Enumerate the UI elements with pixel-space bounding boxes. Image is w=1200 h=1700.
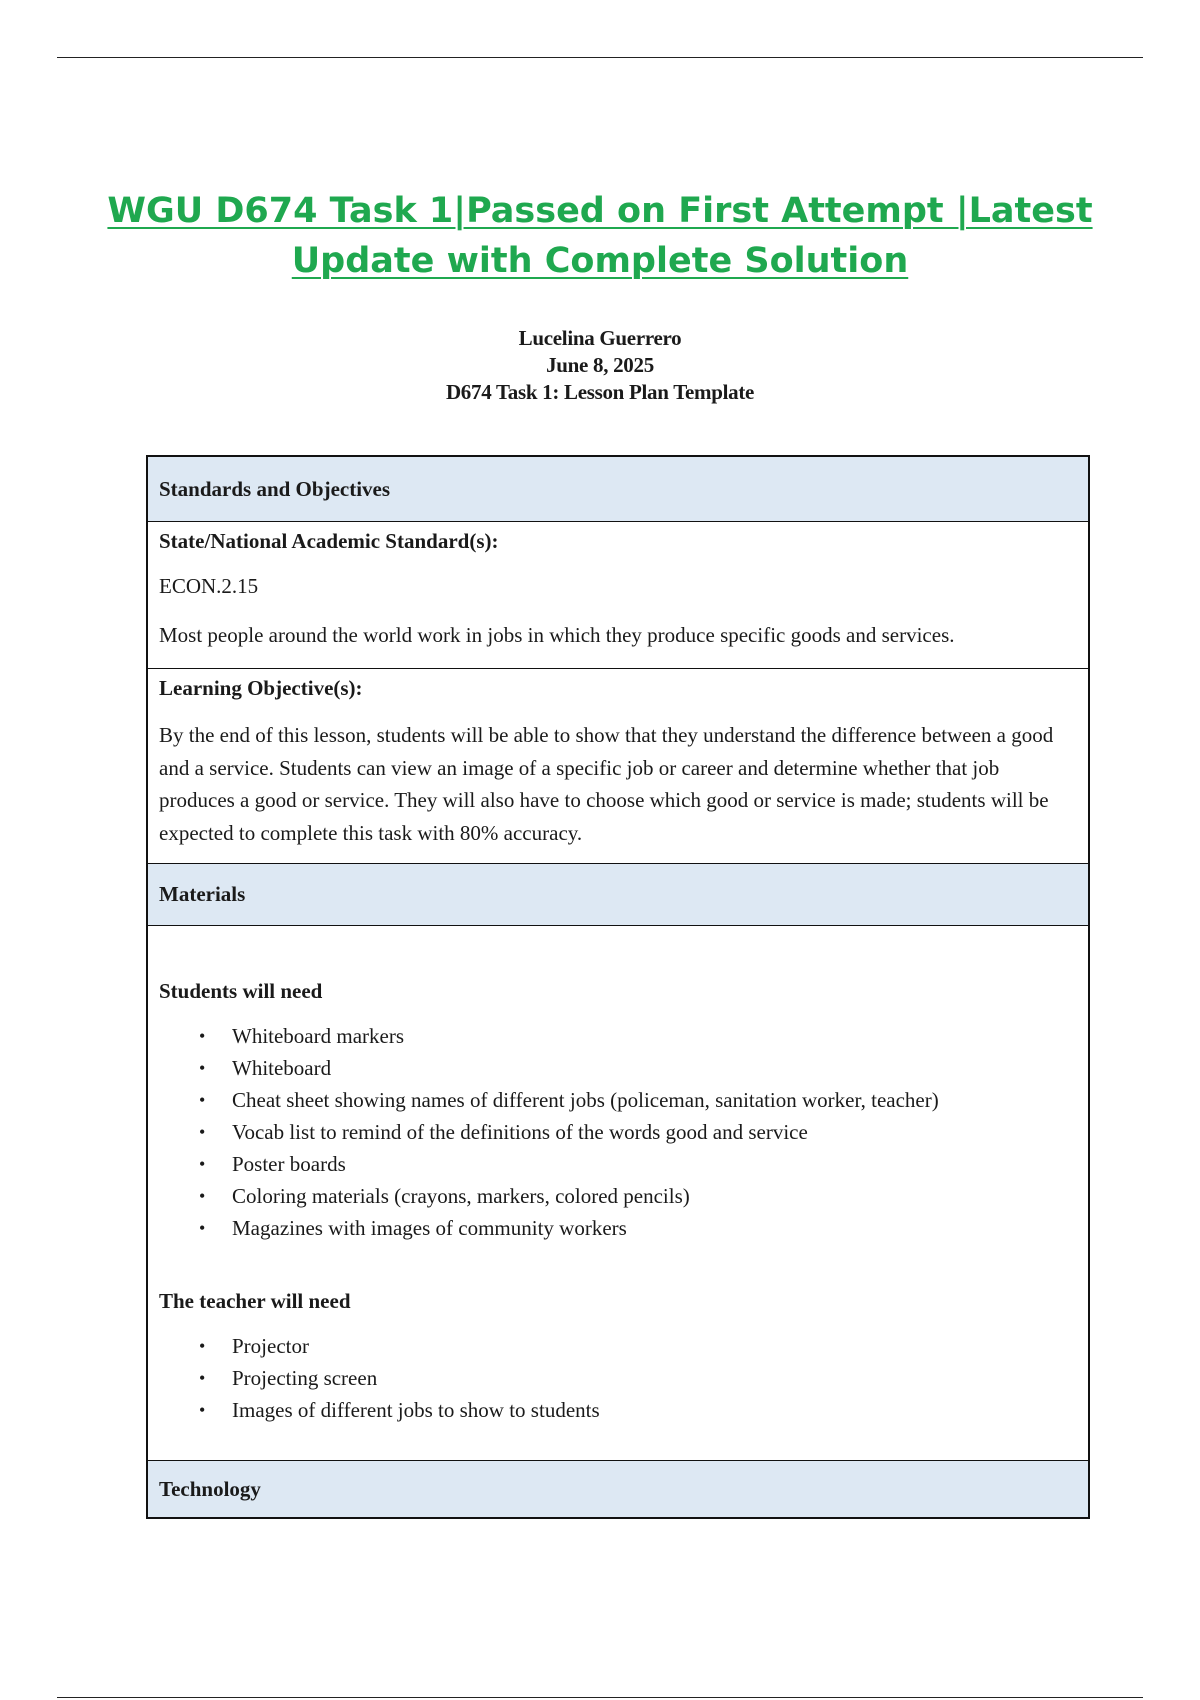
list-item: • Projecting screen xyxy=(232,1362,1077,1394)
technology-heading: Technology xyxy=(159,1476,261,1501)
list-item: • Projector xyxy=(232,1330,1077,1362)
objectives-row xyxy=(148,668,1088,863)
standard-code: ECON.2.15 xyxy=(159,574,259,598)
objectives-text: By the end of this lesson, students will be able to show that they understand the difference between a good and a service. Students can view an image of a specific job or career and determine whether that job produces a good or service. They will also have to choose which good or service is made; students will be expected to complete this task with 80% accuracy. xyxy=(159,723,1054,845)
standards-objectives-header xyxy=(148,457,1088,521)
objectives-label: Learning Objective(s): xyxy=(159,676,363,700)
standard-description: Most people around the world work in jobs in which they produce specific goods and services. xyxy=(159,623,955,647)
materials-row xyxy=(148,925,1088,1460)
standards-objectives-heading: Standards and Objectives xyxy=(159,476,391,501)
standards-label: State/National Academic Standard(s): xyxy=(159,529,499,553)
list-item: • Cheat sheet showing names of different jobs (policeman, sanitation worker, teacher) xyxy=(232,1084,1077,1116)
list-item: • Magazines with images of community workers xyxy=(232,1212,1077,1244)
list-item: • Images of different jobs to show to students xyxy=(232,1394,1077,1426)
top-rule xyxy=(57,57,1143,58)
student-materials-list xyxy=(159,1020,1077,1244)
teacher-need-label: The teacher will need xyxy=(159,1289,351,1313)
author-name: Lucelina Guerrero xyxy=(518,326,682,350)
technology-header xyxy=(148,1460,1088,1517)
list-item: • Poster boards xyxy=(232,1148,1077,1180)
list-item: • Whiteboard markers xyxy=(232,1020,1077,1052)
document-meta xyxy=(0,325,1200,406)
students-need-label: Students will need xyxy=(159,979,323,1003)
document-title[interactable] xyxy=(0,186,1200,286)
title-line-1[interactable]: WGU D674 Task 1|Passed on First Attempt |Latest xyxy=(107,191,1093,231)
materials-header xyxy=(148,863,1088,925)
list-item: • Whiteboard xyxy=(232,1052,1077,1084)
lesson-plan-table xyxy=(146,455,1090,1519)
materials-heading: Materials xyxy=(159,882,246,906)
document-subtitle: D674 Task 1: Lesson Plan Template xyxy=(445,380,755,404)
bottom-rule xyxy=(57,1697,1143,1698)
standards-row xyxy=(148,521,1088,668)
document-date: June 8, 2025 xyxy=(546,353,654,377)
list-item: • Vocab list to remind of the definitions of the words good and service xyxy=(232,1116,1077,1148)
list-item: • Coloring materials (crayons, markers, colored pencils) xyxy=(232,1180,1077,1212)
title-line-2[interactable]: Update with Complete Solution xyxy=(291,241,909,281)
teacher-materials-list xyxy=(159,1330,1077,1426)
